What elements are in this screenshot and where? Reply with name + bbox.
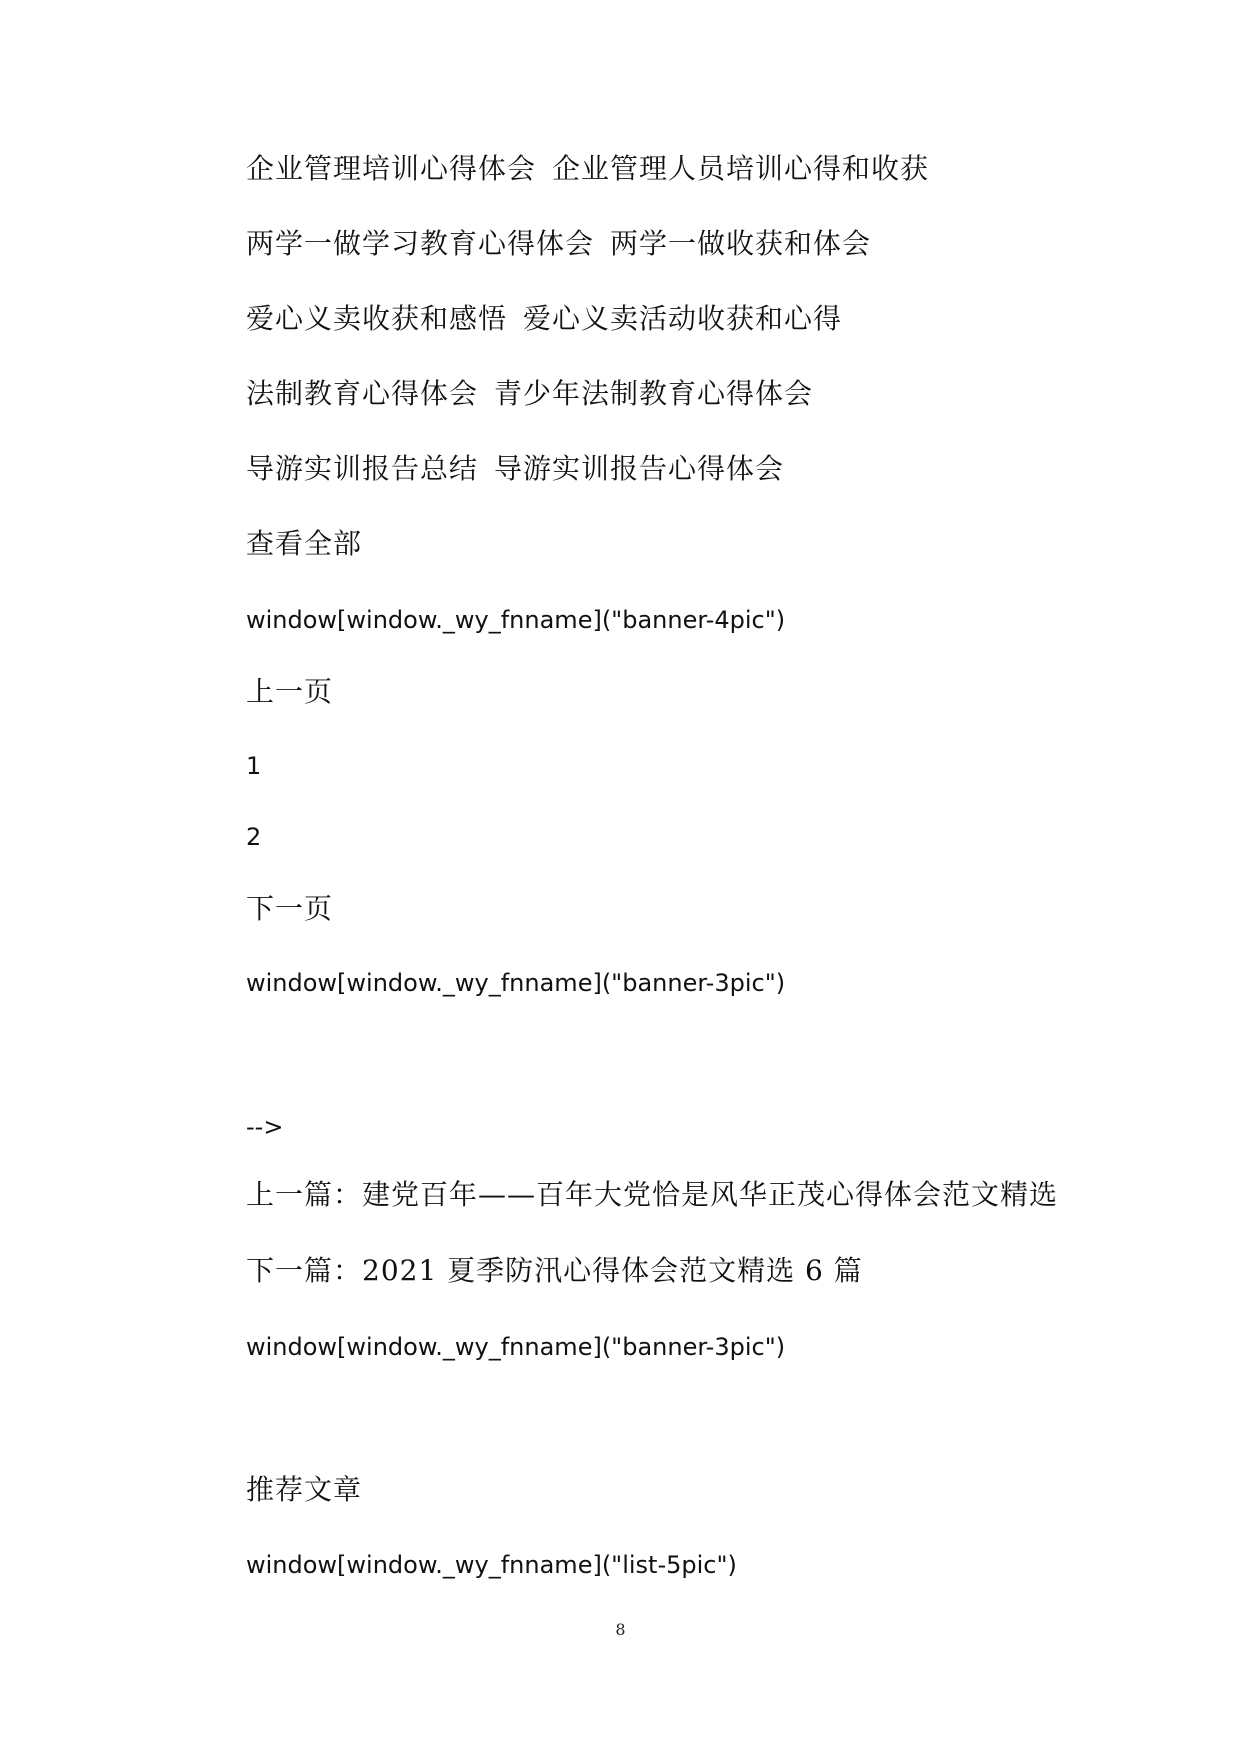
related-link[interactable]: 爱心义卖活动收获和心得 [523,302,843,335]
related-links-row [246,227,871,261]
script-text-list-5pic: window[window._wy_fnname]("list-5pic") [246,1551,737,1579]
related-link[interactable]: 两学一做收获和体会 [610,227,872,260]
pagination-prev-link[interactable]: 上一页 [246,675,334,708]
related-link[interactable]: 两学一做学习教育心得体会 [246,227,595,260]
next-article-link[interactable]: 下一篇：2021 夏季防汛心得体会范文精选 6 篇 [246,1254,863,1287]
related-link[interactable]: 青少年法制教育心得体会 [494,377,814,410]
page-number: 8 [615,1620,626,1639]
related-link[interactable]: 爱心义卖收获和感悟 [246,302,508,335]
prev-article-link[interactable]: 上一篇：建党百年——百年大党恰是风华正茂心得体会范文精选 [246,1178,1059,1211]
script-text-banner-4pic: window[window._wy_fnname]("banner-4pic") [246,606,786,634]
script-text-banner-3pic: window[window._wy_fnname]("banner-3pic") [246,969,786,997]
comment-end-marker: --> [246,1113,284,1141]
view-all-link[interactable]: 查看全部 [246,527,363,560]
recommended-heading: 推荐文章 [246,1473,363,1506]
related-links-row [246,452,784,486]
pagination-page-2[interactable]: 2 [246,823,262,851]
related-link[interactable]: 法制教育心得体会 [246,377,479,410]
related-link[interactable]: 导游实训报告心得体会 [494,452,785,485]
pagination-next-link[interactable]: 下一页 [246,892,334,925]
related-link[interactable]: 导游实训报告总结 [246,452,479,485]
related-links-row [246,152,929,186]
pagination-page-1[interactable]: 1 [246,752,262,780]
related-links-row [246,302,842,336]
related-link[interactable]: 企业管理培训心得体会 [246,152,537,185]
script-text-banner-3pic-2: window[window._wy_fnname]("banner-3pic") [246,1333,786,1361]
related-links-row [246,377,813,411]
related-link[interactable]: 企业管理人员培训心得和收获 [552,152,930,185]
